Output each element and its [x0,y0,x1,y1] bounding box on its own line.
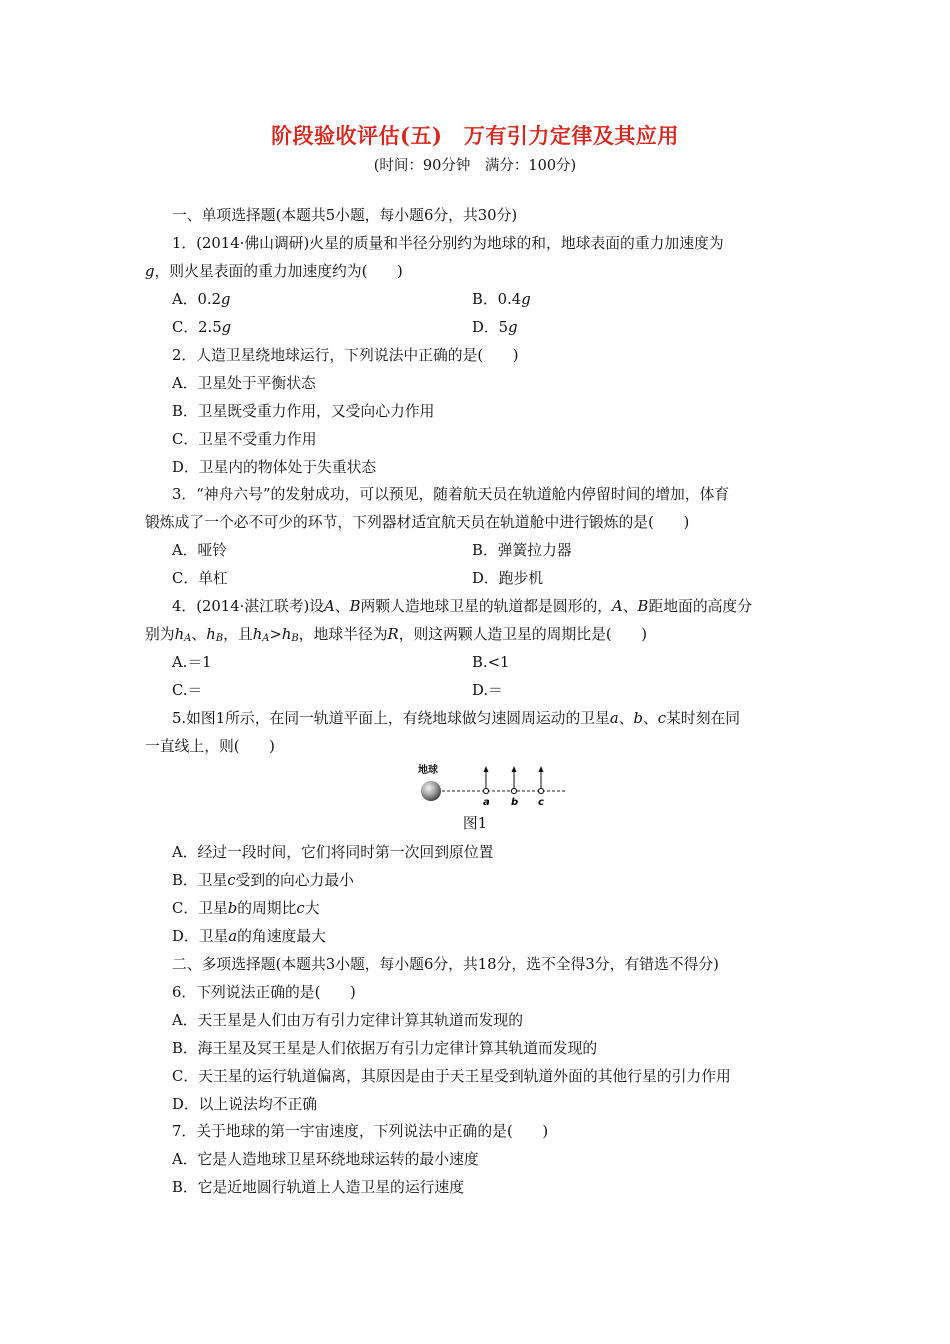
satellite-label-a: a [483,797,490,808]
satellite-b [511,766,518,808]
question-7-option-b: B．它是近地圆行轨道上人造卫星的运行速度 [172,1179,465,1196]
question-5-line-1: 5.如图1所示，在同一轨道平面上，有绕地球做匀速圆周运动的卫星a、b、c某时刻在同 [172,710,741,727]
question-7-stem: 7．关于地球的第一宇宙速度，下列说法中正确的是( ) [172,1123,549,1140]
question-2-option-d: D．卫星内的物体处于失重状态 [172,459,377,476]
question-2-stem: 2．人造卫星绕地球运行，下列说法中正确的是( ) [172,347,519,364]
figure-1-satellites [410,760,580,810]
earth-icon [421,781,441,801]
question-3-option-d: D．跑步机 [472,570,544,587]
arrow-up-icon [512,766,517,772]
question-4-option-d: D.＝ [472,682,503,699]
question-4-line-2: 别为$h_A$、$h_B$，且$h_A>h_B$，地球半径为R，则这两颗人造卫星的周期比是( ) [145,626,648,644]
question-5-option-c: C．卫星b的周期比c大 [172,900,320,917]
question-3-option-a: A．哑铃 [172,542,228,559]
figure-earth-label: 地球 [418,765,438,776]
question-4-option-a: A.＝1 [172,654,212,671]
section-heading-multiple-choice: 二、多项选择题(本题共3小题，每小题6分，共18分，选不全得3分，有错选不得分) [172,956,719,973]
question-1-option-b: B．0.4g [472,291,531,308]
question-6-option-b: B．海王星及冥王星是人们依据万有引力定律计算其轨道而发现的 [172,1040,598,1057]
question-6-option-d: D．以上说法均不正确 [172,1096,318,1113]
figure-1-caption: 图1 [462,815,488,832]
question-1-line-1: 1．(2014·佛山调研)火星的质量和半径分别约为地球的和，地球表面的重力加速度为 [172,235,724,252]
question-6-option-c: C．天王星的运行轨道偏离，其原因是由于天王星受到轨道外面的其他行星的引力作用 [172,1068,731,1085]
arrow-up-icon [539,766,544,772]
satellite-label-c: c [538,797,544,808]
var-g: g [145,263,155,280]
question-7-option-a: A．它是人造地球卫星环绕地球运转的最小速度 [172,1151,479,1168]
question-4-line-1: 4．(2014·湛江联考)设A、B两颗人造地球卫星的轨道都是圆形的，A、B距地面的高度分 [172,598,753,615]
question-3-option-c: C．单杠 [172,570,228,587]
question-2-option-c: C．卫星不受重力作用 [172,431,317,448]
question-5-option-d: D．卫星a的角速度最大 [172,928,326,945]
question-1-line-2: g，则火星表面的重力加速度约为( ) [145,263,403,280]
arrow-up-icon [484,766,489,772]
question-3-line-2: 锻炼成了一个必不可少的环节，下列器材适宜航天员在轨道舱中进行锻炼的是( ) [145,514,690,531]
question-5-option-a: A．经过一段时间，它们将同时第一次回到原位置 [172,844,494,861]
section-heading-single-choice: 一、单项选择题(本题共5小题，每小题6分，共30分) [172,207,518,224]
question-4-option-c: C.＝ [172,682,203,699]
question-3-line-1: 3．“神舟六号”的发射成功，可以预见，随着航天员在轨道舱内停留时间的增加，体育 [172,486,730,503]
question-2-option-a: A．卫星处于平衡状态 [172,375,316,392]
exam-info: (时间：90分钟 满分：100分) [373,158,577,174]
question-1-option-d: D．5g [472,319,518,336]
satellite-c [538,766,544,808]
satellite-a [483,766,490,808]
question-4-option-b: B.<1 [472,654,510,671]
question-5-option-b: B．卫星c受到的向心力最小 [172,872,354,889]
question-5-line-2: 一直线上，则( ) [145,738,275,755]
question-3-option-b: B．弹簧拉力器 [472,542,572,559]
question-6-stem: 6．下列说法正确的是( ) [172,984,356,1001]
satellite-label-b: b [511,797,519,808]
question-6-option-a: A．天王星是人们由万有引力定律计算其轨道而发现的 [172,1012,524,1029]
question-1-option-a: A．0.2g [172,291,231,308]
page-title: 阶段验收评估(五) 万有引力定律及其应用 [271,123,679,148]
question-2-option-b: B．卫星既受重力作用，又受向心力作用 [172,403,435,420]
question-1-option-c: C．2.5g [172,319,232,336]
